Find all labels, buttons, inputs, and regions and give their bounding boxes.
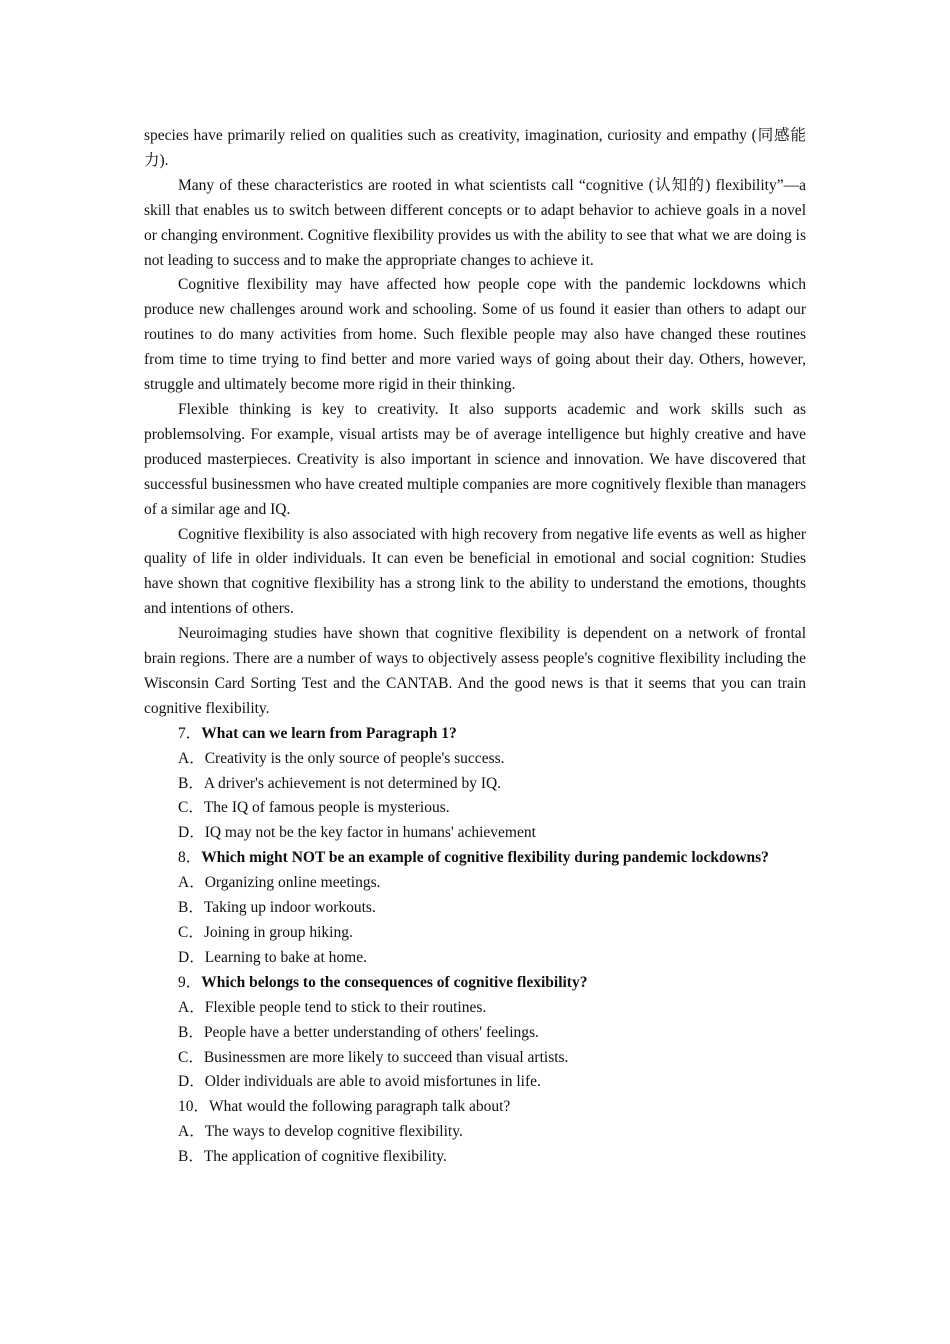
option-letter: D． <box>178 824 205 842</box>
option-text: Learning to bake at home. <box>204 948 367 966</box>
option-text: Organizing online meetings. <box>204 874 381 892</box>
option-8b <box>144 896 806 921</box>
option-8c <box>144 921 806 946</box>
option-9a <box>144 996 806 1021</box>
paragraph-continuation: species have primarily relied on qualities such as creativity, imagination, curiosity and empathy (同感能力). <box>144 127 806 169</box>
document-page <box>144 124 806 1170</box>
question-10 <box>144 1095 806 1120</box>
option-7d <box>144 821 806 846</box>
option-letter: A． <box>178 749 205 767</box>
option-letter: C． <box>178 924 204 941</box>
option-text: Businessmen are more likely to succeed than visual artists. <box>203 1048 569 1066</box>
question-number: 7． <box>178 724 202 742</box>
option-letter: A． <box>178 874 205 892</box>
option-text: The application of cognitive flexibility. <box>203 1148 447 1166</box>
option-8a <box>144 871 806 896</box>
option-text: IQ may not be the key factor in humans' achievement <box>204 824 536 842</box>
option-7c <box>144 796 806 821</box>
option-text: The IQ of famous people is mysterious. <box>203 799 450 817</box>
option-8d <box>144 946 806 971</box>
option-text: Flexible people tend to stick to their routines. <box>204 998 487 1016</box>
option-text: The ways to develop cognitive flexibility. <box>204 1123 463 1141</box>
question-text: What would the following paragraph talk about? <box>209 1098 511 1116</box>
option-letter: D． <box>178 948 205 966</box>
paragraph-5: Cognitive flexibility is also associated with high recovery from negative life events as well as higher quality of life in older individuals. It can even be beneficial in emotional and social cognition: Studies have shown that cognitive flexibility has a strong link to the ability to understand the emotions, thoughts and intentions of others. <box>144 525 806 618</box>
paragraph-4: Flexible thinking is key to creativity. It also supports academic and work skills such as problemsolving. For example, visual artists may be of average intelligence but highly creative and have produced masterpieces. Creativity is also important in science and innovation. We have discovered that successful businessmen who have created multiple companies are more cognitively flexible than managers of a similar age and IQ. <box>144 400 806 518</box>
question-text: Which might NOT be an example of cognitive flexibility during pandemic lockdowns? <box>201 849 769 867</box>
option-9c <box>144 1046 806 1071</box>
option-9d <box>144 1070 806 1095</box>
option-7b <box>144 772 806 797</box>
paragraph-6: Neuroimaging studies have shown that cognitive flexibility is dependent on a network of frontal brain regions. There are a number of ways to objectively assess people's cognitive flexibility including the Wisconsin Card Sorting Test and the CANTAB. And the good news is that it seems that you can train cognitive flexibility. <box>144 625 806 717</box>
option-letter: B． <box>178 774 204 792</box>
option-text: Creativity is the only source of people's success. <box>204 749 505 767</box>
option-text: A driver's achievement is not determined by IQ. <box>203 774 502 792</box>
option-text: Taking up indoor workouts. <box>203 899 376 917</box>
option-letter: A． <box>178 998 205 1016</box>
option-letter: C． <box>178 799 204 817</box>
option-7a <box>144 747 806 772</box>
question-number: 8． <box>178 849 202 867</box>
question-text: What can we learn from Paragraph 1? <box>201 724 457 742</box>
option-letter: D． <box>178 1073 205 1091</box>
option-letter: A． <box>178 1123 205 1141</box>
option-letter: B． <box>178 1023 204 1041</box>
question-number: 9． <box>178 973 202 991</box>
question-text: Which belongs to the consequences of cognitive flexibility? <box>201 973 588 991</box>
option-9b <box>144 1021 806 1046</box>
option-10a <box>144 1120 806 1145</box>
option-text: Older individuals are able to avoid misfortunes in life. <box>204 1073 541 1091</box>
option-letter: B． <box>178 1148 204 1166</box>
paragraph-3: Cognitive flexibility may have affected how people cope with the pandemic lockdowns which produce new challenges around work and schooling. Some of us found it easier than others to adapt our routines to do many activities from home. Such flexible people may also have changed these routines from time to time trying to find better and more varied ways of going about their day. Others, however, struggle and ultimately become more rigid in their thinking. <box>144 276 806 394</box>
question-9 <box>144 971 806 996</box>
option-10b <box>144 1145 806 1170</box>
option-text: Joining in group hiking. <box>203 924 353 941</box>
option-letter: C． <box>178 1048 204 1066</box>
option-letter: B． <box>178 899 204 917</box>
paragraph-2: Many of these characteristics are rooted in what scientists call “cognitive (认知的) flexibility”—a skill that enables us to switch between different concepts or to adapt behavior to achieve goals in a novel or changing environment. Cognitive flexibility provides us with the ability to see that what we are doing is not leading to success and to make the appropriate changes to achieve it. <box>144 176 806 269</box>
question-number: 10． <box>178 1098 210 1116</box>
option-text: People have a better understanding of others' feelings. <box>203 1023 539 1041</box>
question-7 <box>144 722 806 747</box>
question-8 <box>144 846 806 871</box>
